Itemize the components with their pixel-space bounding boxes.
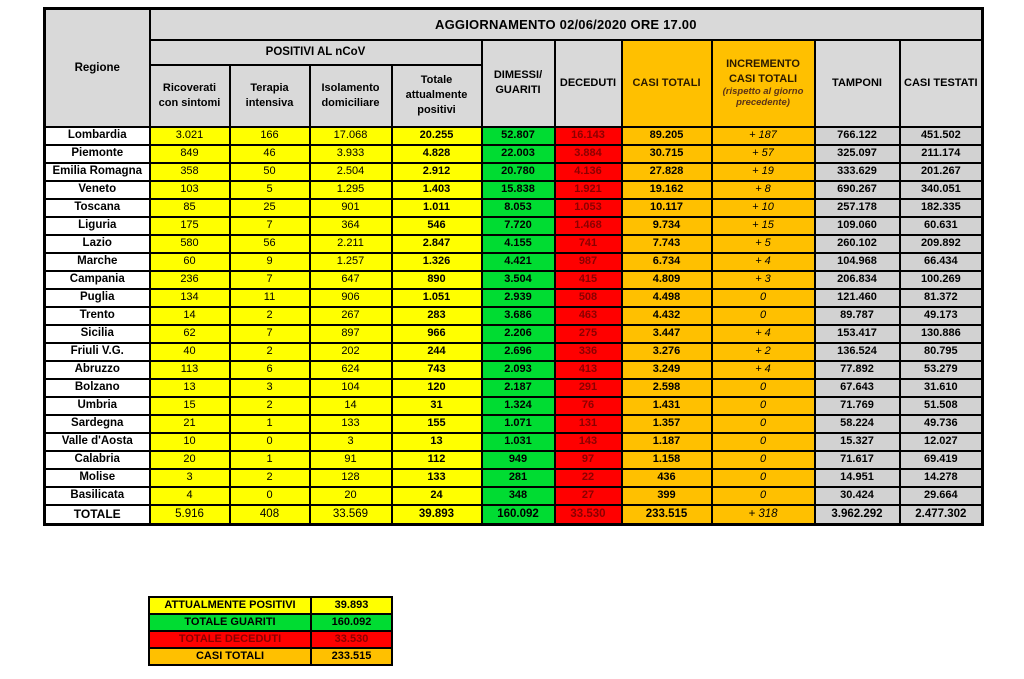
incremento-value: + 2	[712, 343, 815, 361]
totale-positivi-value: 2.912	[392, 163, 482, 181]
terapia-value: 5	[230, 181, 310, 199]
casi-testati-value: 14.278	[900, 469, 983, 487]
dimessi-guariti-value: 22.003	[482, 145, 555, 163]
dimessi-guariti-value: 2.939	[482, 289, 555, 307]
table-row	[45, 199, 983, 217]
totals-dimessi-guariti: 160.092	[482, 505, 555, 525]
ricoverati-value: 580	[150, 235, 230, 253]
deceduti-value: 291	[555, 379, 622, 397]
tamponi-value: 257.178	[815, 199, 900, 217]
region-name: Campania	[45, 271, 150, 289]
region-name: Trento	[45, 307, 150, 325]
isolamento-value: 91	[310, 451, 392, 469]
summary-legend-table	[148, 596, 393, 666]
dimessi-guariti-value: 1.071	[482, 415, 555, 433]
dimessi-guariti-value: 1.031	[482, 433, 555, 451]
terapia-value: 25	[230, 199, 310, 217]
tamponi-value: 333.629	[815, 163, 900, 181]
incremento-value: + 8	[712, 181, 815, 199]
dimessi-guariti-value: 4.421	[482, 253, 555, 271]
totals-casi-testati: 2.477.302	[900, 505, 983, 525]
deceduti-value: 1.468	[555, 217, 622, 235]
isolamento-value: 897	[310, 325, 392, 343]
deceduti-value: 463	[555, 307, 622, 325]
column-header-isolamento: Isolamento domiciliare	[310, 65, 392, 127]
incremento-value: + 3	[712, 271, 815, 289]
incremento-value: 0	[712, 397, 815, 415]
legend-label-totale-guariti: TOTALE GUARITI	[149, 614, 311, 631]
ricoverati-value: 15	[150, 397, 230, 415]
incremento-value: + 187	[712, 127, 815, 145]
table-row	[45, 397, 983, 415]
terapia-value: 7	[230, 271, 310, 289]
casi-totali-value: 1.431	[622, 397, 712, 415]
tamponi-value: 58.224	[815, 415, 900, 433]
terapia-value: 2	[230, 307, 310, 325]
region-name: Umbria	[45, 397, 150, 415]
region-name: Marche	[45, 253, 150, 271]
ricoverati-value: 14	[150, 307, 230, 325]
region-name: Puglia	[45, 289, 150, 307]
tamponi-value: 15.327	[815, 433, 900, 451]
banner-row	[45, 9, 983, 40]
terapia-value: 1	[230, 451, 310, 469]
region-name: Veneto	[45, 181, 150, 199]
report-title: AGGIORNAMENTO 02/06/2020 ORE 17.00	[150, 9, 983, 40]
isolamento-value: 202	[310, 343, 392, 361]
tamponi-value: 77.892	[815, 361, 900, 379]
isolamento-value: 364	[310, 217, 392, 235]
deceduti-value: 97	[555, 451, 622, 469]
casi-testati-value: 49.736	[900, 415, 983, 433]
table-row	[45, 361, 983, 379]
deceduti-value: 22	[555, 469, 622, 487]
isolamento-value: 2.504	[310, 163, 392, 181]
casi-totali-value: 436	[622, 469, 712, 487]
ricoverati-value: 113	[150, 361, 230, 379]
totale-positivi-value: 2.847	[392, 235, 482, 253]
covid-summary-table	[43, 7, 984, 526]
incremento-value: 0	[712, 415, 815, 433]
deceduti-value: 336	[555, 343, 622, 361]
terapia-value: 46	[230, 145, 310, 163]
incremento-value: 0	[712, 451, 815, 469]
terapia-value: 56	[230, 235, 310, 253]
tamponi-value: 260.102	[815, 235, 900, 253]
legend-value-attualmente-positivi: 39.893	[311, 597, 392, 614]
ricoverati-value: 3	[150, 469, 230, 487]
totale-positivi-value: 112	[392, 451, 482, 469]
ricoverati-value: 13	[150, 379, 230, 397]
ricoverati-value: 4	[150, 487, 230, 505]
table-row	[45, 253, 983, 271]
totale-positivi-value: 244	[392, 343, 482, 361]
casi-totali-value: 19.162	[622, 181, 712, 199]
ricoverati-value: 40	[150, 343, 230, 361]
totale-positivi-value: 1.051	[392, 289, 482, 307]
casi-totali-value: 9.734	[622, 217, 712, 235]
region-name: Basilicata	[45, 487, 150, 505]
dimessi-guariti-value: 1.324	[482, 397, 555, 415]
totale-positivi-value: 4.828	[392, 145, 482, 163]
incremento-value: + 4	[712, 253, 815, 271]
dimessi-guariti-value: 7.720	[482, 217, 555, 235]
totale-positivi-value: 546	[392, 217, 482, 235]
deceduti-value: 131	[555, 415, 622, 433]
casi-totali-value: 3.249	[622, 361, 712, 379]
region-name: Friuli V.G.	[45, 343, 150, 361]
casi-totali-value: 7.743	[622, 235, 712, 253]
column-header-incremento	[712, 40, 815, 127]
table-row	[45, 163, 983, 181]
casi-testati-value: 31.610	[900, 379, 983, 397]
region-name: Piemonte	[45, 145, 150, 163]
deceduti-value: 275	[555, 325, 622, 343]
ricoverati-value: 62	[150, 325, 230, 343]
terapia-value: 7	[230, 217, 310, 235]
tamponi-value: 71.769	[815, 397, 900, 415]
casi-testati-value: 182.335	[900, 199, 983, 217]
totals-totale-positivi: 39.893	[392, 505, 482, 525]
incremento-value: + 57	[712, 145, 815, 163]
casi-testati-value: 80.795	[900, 343, 983, 361]
isolamento-value: 1.295	[310, 181, 392, 199]
incremento-value: + 19	[712, 163, 815, 181]
dimessi-guariti-value: 348	[482, 487, 555, 505]
table-row	[45, 325, 983, 343]
region-name: Toscana	[45, 199, 150, 217]
isolamento-value: 2.211	[310, 235, 392, 253]
table-row	[45, 415, 983, 433]
tamponi-value: 153.417	[815, 325, 900, 343]
casi-totali-value: 27.828	[622, 163, 712, 181]
ricoverati-value: 849	[150, 145, 230, 163]
legend-value-totale-deceduti: 33.530	[311, 631, 392, 648]
column-header-terapia: Terapia intensiva	[230, 65, 310, 127]
totale-positivi-value: 1.326	[392, 253, 482, 271]
column-header-regione: Regione	[45, 9, 150, 127]
deceduti-value: 76	[555, 397, 622, 415]
terapia-value: 2	[230, 469, 310, 487]
dimessi-guariti-value: 3.686	[482, 307, 555, 325]
incremento-note: (rispetto al giorno precedente)	[722, 86, 804, 109]
table-row	[45, 235, 983, 253]
table-row	[45, 451, 983, 469]
deceduti-value: 4.136	[555, 163, 622, 181]
totals-incremento: + 318	[712, 505, 815, 525]
dimessi-guariti-value: 2.093	[482, 361, 555, 379]
tamponi-value: 766.122	[815, 127, 900, 145]
terapia-value: 166	[230, 127, 310, 145]
casi-totali-value: 4.498	[622, 289, 712, 307]
isolamento-value: 3	[310, 433, 392, 451]
isolamento-value: 128	[310, 469, 392, 487]
totale-positivi-value: 20.255	[392, 127, 482, 145]
incremento-value: 0	[712, 469, 815, 487]
terapia-value: 6	[230, 361, 310, 379]
tamponi-value: 67.643	[815, 379, 900, 397]
deceduti-value: 987	[555, 253, 622, 271]
column-header-casi-testati: CASI TESTATI	[900, 40, 983, 127]
deceduti-value: 3.884	[555, 145, 622, 163]
region-name: Bolzano	[45, 379, 150, 397]
incremento-value: + 15	[712, 217, 815, 235]
casi-testati-value: 81.372	[900, 289, 983, 307]
casi-testati-value: 451.502	[900, 127, 983, 145]
tamponi-value: 71.617	[815, 451, 900, 469]
incremento-value: + 4	[712, 325, 815, 343]
deceduti-value: 413	[555, 361, 622, 379]
deceduti-value: 508	[555, 289, 622, 307]
totale-positivi-value: 283	[392, 307, 482, 325]
isolamento-value: 133	[310, 415, 392, 433]
isolamento-value: 3.933	[310, 145, 392, 163]
casi-totali-value: 1.187	[622, 433, 712, 451]
isolamento-value: 901	[310, 199, 392, 217]
dimessi-guariti-value: 3.504	[482, 271, 555, 289]
casi-testati-value: 66.434	[900, 253, 983, 271]
tamponi-value: 690.267	[815, 181, 900, 199]
region-name: Lombardia	[45, 127, 150, 145]
ricoverati-value: 236	[150, 271, 230, 289]
tamponi-value: 104.968	[815, 253, 900, 271]
deceduti-value: 415	[555, 271, 622, 289]
totals-ricoverati: 5.916	[150, 505, 230, 525]
dimessi-guariti-value: 4.155	[482, 235, 555, 253]
region-name: Emilia Romagna	[45, 163, 150, 181]
table-row	[45, 307, 983, 325]
tamponi-value: 14.951	[815, 469, 900, 487]
totals-row	[45, 505, 983, 525]
dimessi-guariti-value: 2.187	[482, 379, 555, 397]
tamponi-value: 89.787	[815, 307, 900, 325]
casi-totali-value: 1.357	[622, 415, 712, 433]
group-header-row	[45, 40, 983, 65]
totale-positivi-value: 13	[392, 433, 482, 451]
region-name: Liguria	[45, 217, 150, 235]
totale-positivi-value: 890	[392, 271, 482, 289]
terapia-value: 3	[230, 379, 310, 397]
totals-label: TOTALE	[45, 505, 150, 525]
table-row	[45, 217, 983, 235]
table-row	[45, 343, 983, 361]
deceduti-value: 143	[555, 433, 622, 451]
isolamento-value: 906	[310, 289, 392, 307]
tamponi-value: 136.524	[815, 343, 900, 361]
incremento-value: 0	[712, 433, 815, 451]
incremento-label-line2: CASI TOTALI	[728, 72, 798, 85]
column-header-casi-totali: CASI TOTALI	[622, 40, 712, 127]
region-name: Valle d'Aosta	[45, 433, 150, 451]
deceduti-value: 16.143	[555, 127, 622, 145]
casi-totali-value: 4.432	[622, 307, 712, 325]
region-name: Sardegna	[45, 415, 150, 433]
casi-testati-value: 209.892	[900, 235, 983, 253]
casi-testati-value: 12.027	[900, 433, 983, 451]
ricoverati-value: 20	[150, 451, 230, 469]
dimessi-guariti-value: 15.838	[482, 181, 555, 199]
totale-positivi-value: 31	[392, 397, 482, 415]
casi-testati-value: 340.051	[900, 181, 983, 199]
terapia-value: 0	[230, 487, 310, 505]
totale-positivi-value: 966	[392, 325, 482, 343]
terapia-value: 2	[230, 397, 310, 415]
casi-totali-value: 399	[622, 487, 712, 505]
legend-value-casi-totali: 233.515	[311, 648, 392, 665]
terapia-value: 50	[230, 163, 310, 181]
casi-totali-value: 4.809	[622, 271, 712, 289]
dimessi-guariti-value: 281	[482, 469, 555, 487]
ricoverati-value: 358	[150, 163, 230, 181]
isolamento-value: 624	[310, 361, 392, 379]
isolamento-value: 267	[310, 307, 392, 325]
legend-row-attualmente-positivi	[149, 597, 392, 614]
deceduti-value: 741	[555, 235, 622, 253]
legend-row-casi-totali	[149, 648, 392, 665]
column-header-tamponi: TAMPONI	[815, 40, 900, 127]
casi-testati-value: 100.269	[900, 271, 983, 289]
isolamento-value: 14	[310, 397, 392, 415]
ricoverati-value: 60	[150, 253, 230, 271]
ricoverati-value: 85	[150, 199, 230, 217]
casi-testati-value: 51.508	[900, 397, 983, 415]
tamponi-value: 109.060	[815, 217, 900, 235]
casi-totali-value: 1.158	[622, 451, 712, 469]
tamponi-value: 30.424	[815, 487, 900, 505]
column-header-ricoverati: Ricoverati con sintomi	[150, 65, 230, 127]
ricoverati-value: 3.021	[150, 127, 230, 145]
casi-totali-value: 3.447	[622, 325, 712, 343]
totale-positivi-value: 155	[392, 415, 482, 433]
region-name: Calabria	[45, 451, 150, 469]
isolamento-value: 104	[310, 379, 392, 397]
isolamento-value: 647	[310, 271, 392, 289]
terapia-value: 9	[230, 253, 310, 271]
ricoverati-value: 103	[150, 181, 230, 199]
table-row	[45, 379, 983, 397]
tamponi-value: 325.097	[815, 145, 900, 163]
legend-row-totale-deceduti	[149, 631, 392, 648]
isolamento-value: 17.068	[310, 127, 392, 145]
casi-testati-value: 60.631	[900, 217, 983, 235]
terapia-value: 7	[230, 325, 310, 343]
casi-totali-value: 89.205	[622, 127, 712, 145]
dimessi-guariti-value: 8.053	[482, 199, 555, 217]
table-row	[45, 271, 983, 289]
table-row	[45, 433, 983, 451]
terapia-value: 2	[230, 343, 310, 361]
casi-totali-value: 30.715	[622, 145, 712, 163]
incremento-label-line1: INCREMENTO	[726, 57, 800, 70]
totals-terapia: 408	[230, 505, 310, 525]
incremento-value: + 4	[712, 361, 815, 379]
terapia-value: 11	[230, 289, 310, 307]
table-body	[45, 127, 983, 505]
table-row	[45, 469, 983, 487]
table-row	[45, 127, 983, 145]
column-header-deceduti: DECEDUTI	[555, 40, 622, 127]
casi-testati-value: 49.173	[900, 307, 983, 325]
region-name: Molise	[45, 469, 150, 487]
totale-positivi-value: 120	[392, 379, 482, 397]
incremento-value: + 5	[712, 235, 815, 253]
legend-value-totale-guariti: 160.092	[311, 614, 392, 631]
table-row	[45, 289, 983, 307]
deceduti-value: 27	[555, 487, 622, 505]
dimessi-guariti-value: 2.696	[482, 343, 555, 361]
region-name: Abruzzo	[45, 361, 150, 379]
totale-positivi-value: 1.011	[392, 199, 482, 217]
region-name: Sicilia	[45, 325, 150, 343]
casi-testati-value: 211.174	[900, 145, 983, 163]
casi-testati-value: 53.279	[900, 361, 983, 379]
incremento-value: 0	[712, 379, 815, 397]
totale-positivi-value: 743	[392, 361, 482, 379]
casi-testati-value: 69.419	[900, 451, 983, 469]
isolamento-value: 20	[310, 487, 392, 505]
legend-row-totale-guariti	[149, 614, 392, 631]
totals-casi-totali: 233.515	[622, 505, 712, 525]
totale-positivi-value: 133	[392, 469, 482, 487]
legend-label-casi-totali: CASI TOTALI	[149, 648, 311, 665]
deceduti-value: 1.921	[555, 181, 622, 199]
totals-deceduti: 33.530	[555, 505, 622, 525]
table-row	[45, 145, 983, 163]
terapia-value: 0	[230, 433, 310, 451]
totals-tamponi: 3.962.292	[815, 505, 900, 525]
totale-positivi-value: 1.403	[392, 181, 482, 199]
deceduti-value: 1.053	[555, 199, 622, 217]
ricoverati-value: 21	[150, 415, 230, 433]
region-name: Lazio	[45, 235, 150, 253]
casi-testati-value: 201.267	[900, 163, 983, 181]
incremento-value: 0	[712, 307, 815, 325]
incremento-value: 0	[712, 289, 815, 307]
totale-positivi-value: 24	[392, 487, 482, 505]
incremento-value: + 10	[712, 199, 815, 217]
casi-testati-value: 130.886	[900, 325, 983, 343]
casi-testati-value: 29.664	[900, 487, 983, 505]
group-header-positivi: POSITIVI AL nCoV	[150, 40, 482, 65]
column-header-totale-positivi: Totale attualmente positivi	[392, 65, 482, 127]
ricoverati-value: 10	[150, 433, 230, 451]
column-header-dimessi-guariti: DIMESSI/ GUARITI	[482, 40, 555, 127]
casi-totali-value: 10.117	[622, 199, 712, 217]
ricoverati-value: 175	[150, 217, 230, 235]
dimessi-guariti-value: 2.206	[482, 325, 555, 343]
dimessi-guariti-value: 20.780	[482, 163, 555, 181]
ricoverati-value: 134	[150, 289, 230, 307]
incremento-value: 0	[712, 487, 815, 505]
tamponi-value: 206.834	[815, 271, 900, 289]
dimessi-guariti-value: 949	[482, 451, 555, 469]
table-row	[45, 487, 983, 505]
totals-isolamento: 33.569	[310, 505, 392, 525]
terapia-value: 1	[230, 415, 310, 433]
isolamento-value: 1.257	[310, 253, 392, 271]
casi-totali-value: 6.734	[622, 253, 712, 271]
legend-label-attualmente-positivi: ATTUALMENTE POSITIVI	[149, 597, 311, 614]
legend-label-totale-deceduti: TOTALE DECEDUTI	[149, 631, 311, 648]
dimessi-guariti-value: 52.807	[482, 127, 555, 145]
table-row	[45, 181, 983, 199]
casi-totali-value: 3.276	[622, 343, 712, 361]
casi-totali-value: 2.598	[622, 379, 712, 397]
tamponi-value: 121.460	[815, 289, 900, 307]
